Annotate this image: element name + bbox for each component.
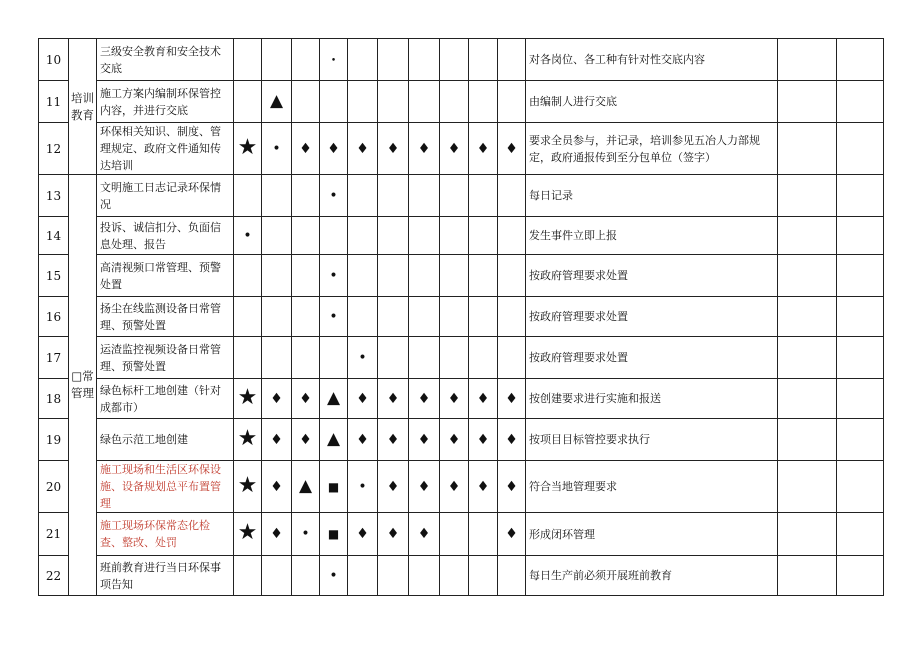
responsibility-cell: [469, 297, 498, 337]
blank-cell: [837, 461, 884, 513]
responsibility-cell: [262, 513, 292, 556]
responsibility-cell: [469, 556, 498, 596]
responsibility-cell: [440, 513, 469, 556]
blank-cell: [778, 379, 837, 419]
task-description: 扬尘在线监测设备日常管理、预警处置: [97, 297, 234, 337]
blank-cell: [837, 255, 884, 297]
responsibility-mark-icon: •: [329, 567, 338, 584]
responsibility-cell: [320, 419, 348, 461]
responsibility-mark-icon: ♦: [270, 478, 283, 495]
requirement-note: 每日记录: [526, 175, 778, 217]
row-number: 11: [39, 81, 69, 123]
blank-cell: [837, 217, 884, 255]
responsibility-mark-icon: ♦: [386, 526, 400, 542]
requirement-note: 由编制人进行交底: [526, 81, 778, 123]
blank-cell: [837, 379, 884, 419]
responsibility-cell: [469, 175, 498, 217]
blank-cell: [837, 337, 884, 379]
responsibility-cell: [409, 419, 440, 461]
responsibility-mark-icon: ♦: [356, 431, 369, 448]
responsibility-cell: [440, 175, 469, 217]
responsibility-mark-icon: ♦: [270, 390, 283, 407]
blank-cell: [778, 81, 837, 123]
responsibility-cell: [320, 255, 348, 297]
responsibility-cell: [409, 297, 440, 337]
task-description: 绿色标杆工地创建（针对成都市）: [97, 379, 234, 419]
responsibility-mark-icon: •: [301, 526, 310, 542]
responsibility-cell: [320, 461, 348, 513]
responsibility-cell: [409, 461, 440, 513]
task-description: 班前教育进行当日环保事项告知: [97, 556, 234, 596]
responsibility-cell: [469, 39, 498, 81]
row-number: 21: [39, 513, 69, 556]
blank-cell: [837, 175, 884, 217]
blank-cell: [837, 297, 884, 337]
table-row: [39, 217, 884, 255]
responsibility-mark-icon: ♦: [386, 390, 400, 407]
responsibility-cell: [292, 419, 320, 461]
responsibility-cell: [234, 513, 262, 556]
responsibility-cell: [498, 81, 526, 123]
task-description: 施工方案内编制环保管控内容，并进行交底: [97, 81, 234, 123]
responsibility-cell: [409, 123, 440, 175]
row-number: 10: [39, 39, 69, 81]
responsibility-cell: [378, 337, 409, 379]
responsibility-mark-icon: ♦: [417, 390, 431, 407]
task-description: 运渣监控视频设备日常管理、预警处置: [97, 337, 234, 379]
responsibility-cell: [498, 123, 526, 175]
responsibility-cell: [348, 255, 378, 297]
responsibility-cell: [469, 419, 498, 461]
row-number: 22: [39, 556, 69, 596]
row-number: 20: [39, 461, 69, 513]
responsibility-cell: [469, 461, 498, 513]
requirement-note: 按政府管理要求处置: [526, 337, 778, 379]
responsibility-cell: [409, 81, 440, 123]
responsibility-mark-icon: ▲: [269, 91, 284, 111]
blank-cell: [778, 297, 837, 337]
responsibility-cell: [409, 337, 440, 379]
responsibility-cell: [348, 379, 378, 419]
table-row: [39, 175, 884, 217]
responsibility-cell: [292, 461, 320, 513]
blank-cell: [837, 81, 884, 123]
blank-cell: [837, 556, 884, 596]
task-description: 文明施工日志记录环保情况: [97, 175, 234, 217]
responsibility-cell: [498, 297, 526, 337]
responsibility-cell: [234, 39, 262, 81]
responsibility-mark-icon: ♦: [417, 478, 431, 495]
responsibility-cell: [234, 461, 262, 513]
row-number: 14: [39, 217, 69, 255]
responsibility-cell: [348, 297, 378, 337]
requirement-note: 符合当地管理要求: [526, 461, 778, 513]
responsibility-cell: [469, 513, 498, 556]
responsibility-cell: [409, 175, 440, 217]
responsibility-cell: [440, 297, 469, 337]
responsibility-cell: [469, 123, 498, 175]
responsibility-cell: [262, 556, 292, 596]
responsibility-cell: [292, 379, 320, 419]
responsibility-cell: [262, 81, 292, 123]
responsibility-cell: [320, 123, 348, 175]
responsibility-cell: [234, 297, 262, 337]
responsibility-cell: [498, 217, 526, 255]
responsibility-cell: [262, 337, 292, 379]
table-row: [39, 379, 884, 419]
responsibility-cell: [378, 217, 409, 255]
responsibility-cell: [440, 379, 469, 419]
responsibility-mark-icon: ♦: [476, 478, 490, 495]
row-number: 12: [39, 123, 69, 175]
responsibility-cell: [292, 337, 320, 379]
responsibility-cell: [378, 513, 409, 556]
responsibility-cell: [320, 81, 348, 123]
responsibility-mark-icon: ▲: [326, 429, 341, 449]
responsibility-mark-icon: ♦: [505, 478, 518, 495]
responsibility-mark-icon: ♦: [386, 478, 400, 495]
responsibility-cell: [320, 217, 348, 255]
responsibility-cell: [320, 39, 348, 81]
responsibility-cell: [292, 255, 320, 297]
task-description: 环保相关知识、制度、管理规定、政府文件通知传达培训: [97, 123, 234, 175]
blank-cell: [778, 217, 837, 255]
responsibility-cell: [469, 255, 498, 297]
responsibility-cell: [262, 379, 292, 419]
table-row: [39, 123, 884, 175]
requirement-note: 按政府管理要求处置: [526, 255, 778, 297]
responsibility-mark-icon: •: [272, 140, 281, 157]
responsibility-cell: [469, 81, 498, 123]
task-description: 三级安全教育和安全技术交底: [97, 39, 234, 81]
responsibility-cell: [469, 217, 498, 255]
requirement-note: 每日生产前必须开展班前教育: [526, 556, 778, 596]
requirement-note: 按项目目标管控要求执行: [526, 419, 778, 461]
responsibility-cell: [234, 419, 262, 461]
responsibility-mark-icon: •: [330, 55, 337, 66]
responsibility-table: [38, 38, 884, 596]
responsibility-cell: [498, 337, 526, 379]
responsibility-cell: [348, 461, 378, 513]
responsibility-mark-icon: ♦: [505, 526, 518, 542]
responsibility-cell: [378, 39, 409, 81]
responsibility-mark-icon: •: [358, 478, 367, 495]
responsibility-cell: [440, 217, 469, 255]
table-body: [39, 39, 884, 596]
blank-cell: [778, 461, 837, 513]
category-cell: 培训教育: [69, 39, 97, 175]
responsibility-cell: [234, 175, 262, 217]
row-number: 16: [39, 297, 69, 337]
table-row: [39, 81, 884, 123]
responsibility-cell: [234, 123, 262, 175]
responsibility-mark-icon: ♦: [356, 526, 369, 542]
responsibility-mark-icon: ▲: [326, 388, 341, 408]
requirement-note: 要求全员参与，并记录，培训参见五冶人力部规定，政府通报传到至分包单位（签字）: [526, 123, 778, 175]
requirement-note: 按政府管理要求处置: [526, 297, 778, 337]
table-row: [39, 297, 884, 337]
responsibility-mark-icon: ♦: [476, 390, 490, 407]
row-number: 17: [39, 337, 69, 379]
responsibility-mark-icon: ♦: [270, 526, 283, 542]
responsibility-mark-icon: ♦: [447, 478, 461, 495]
responsibility-mark-icon: ♦: [476, 140, 490, 157]
responsibility-mark-icon: ♦: [447, 431, 461, 448]
responsibility-cell: [440, 81, 469, 123]
responsibility-mark-icon: •: [358, 349, 367, 366]
responsibility-cell: [292, 297, 320, 337]
responsibility-cell: [378, 419, 409, 461]
responsibility-mark-icon: ★: [237, 134, 258, 160]
responsibility-cell: [409, 39, 440, 81]
responsibility-cell: [292, 217, 320, 255]
table-row: [39, 556, 884, 596]
responsibility-cell: [348, 217, 378, 255]
responsibility-cell: [348, 123, 378, 175]
responsibility-cell: [292, 513, 320, 556]
responsibility-cell: [320, 297, 348, 337]
responsibility-mark-icon: ♦: [447, 140, 461, 157]
responsibility-cell: [440, 556, 469, 596]
table-row: [39, 337, 884, 379]
responsibility-mark-icon: ♦: [356, 140, 369, 157]
responsibility-cell: [440, 419, 469, 461]
responsibility-cell: [440, 123, 469, 175]
responsibility-cell: [469, 379, 498, 419]
responsibility-cell: [498, 513, 526, 556]
responsibility-mark-icon: ♦: [299, 390, 312, 407]
responsibility-cell: [498, 39, 526, 81]
responsibility-mark-icon: ■: [327, 479, 340, 494]
responsibility-cell: [262, 217, 292, 255]
responsibility-cell: [292, 556, 320, 596]
responsibility-cell: [378, 379, 409, 419]
category-cell: □常管理: [69, 175, 97, 596]
responsibility-cell: [440, 255, 469, 297]
responsibility-cell: [262, 255, 292, 297]
responsibility-mark-icon: ★: [237, 520, 258, 545]
blank-cell: [837, 419, 884, 461]
responsibility-mark-icon: ▲: [298, 476, 313, 496]
responsibility-mark-icon: ♦: [327, 140, 340, 157]
responsibility-cell: [348, 39, 378, 81]
responsibility-mark-icon: ♦: [505, 390, 518, 407]
responsibility-cell: [292, 39, 320, 81]
blank-cell: [778, 123, 837, 175]
responsibility-mark-icon: ♦: [505, 140, 518, 157]
task-description: 绿色示范工地创建: [97, 419, 234, 461]
responsibility-cell: [378, 123, 409, 175]
responsibility-cell: [498, 255, 526, 297]
blank-cell: [837, 123, 884, 175]
responsibility-cell: [378, 297, 409, 337]
responsibility-mark-icon: ♦: [476, 431, 490, 448]
responsibility-cell: [292, 123, 320, 175]
responsibility-mark-icon: ♦: [356, 390, 369, 407]
responsibility-cell: [320, 513, 348, 556]
responsibility-cell: [498, 419, 526, 461]
responsibility-mark-icon: ♦: [417, 526, 431, 542]
blank-cell: [778, 337, 837, 379]
responsibility-mark-icon: ♦: [299, 140, 312, 157]
table-row: [39, 513, 884, 556]
responsibility-cell: [469, 337, 498, 379]
responsibility-mark-icon: ♦: [505, 431, 518, 448]
responsibility-cell: [262, 175, 292, 217]
responsibility-cell: [378, 461, 409, 513]
responsibility-cell: [498, 556, 526, 596]
table-row: [39, 39, 884, 81]
responsibility-cell: [378, 81, 409, 123]
blank-cell: [837, 513, 884, 556]
responsibility-cell: [378, 175, 409, 217]
row-number: 18: [39, 379, 69, 419]
responsibility-mark-icon: ★: [237, 384, 258, 410]
responsibility-cell: [378, 255, 409, 297]
responsibility-mark-icon: ■: [327, 527, 340, 541]
blank-cell: [778, 175, 837, 217]
responsibility-cell: [409, 556, 440, 596]
responsibility-cell: [348, 419, 378, 461]
responsibility-cell: [234, 81, 262, 123]
responsibility-mark-icon: ♦: [270, 431, 283, 448]
responsibility-cell: [262, 461, 292, 513]
responsibility-cell: [348, 81, 378, 123]
task-description: 投诉、诚信扣分、负面信息处理、报告: [97, 217, 234, 255]
responsibility-mark-icon: ♦: [417, 140, 431, 157]
responsibility-cell: [409, 513, 440, 556]
responsibility-cell: [498, 461, 526, 513]
responsibility-cell: [348, 513, 378, 556]
requirement-note: 按创建要求进行实施和报送: [526, 379, 778, 419]
responsibility-cell: [320, 556, 348, 596]
responsibility-cell: [348, 556, 378, 596]
responsibility-cell: [348, 175, 378, 217]
responsibility-mark-icon: ♦: [386, 140, 400, 157]
responsibility-cell: [262, 297, 292, 337]
blank-cell: [778, 255, 837, 297]
blank-cell: [778, 419, 837, 461]
row-number: 13: [39, 175, 69, 217]
responsibility-cell: [262, 123, 292, 175]
responsibility-cell: [378, 556, 409, 596]
requirement-note: 对各岗位、各工种有针对性交底内容: [526, 39, 778, 81]
responsibility-cell: [234, 337, 262, 379]
responsibility-cell: [409, 217, 440, 255]
responsibility-cell: [262, 39, 292, 81]
responsibility-cell: [440, 39, 469, 81]
blank-cell: [778, 513, 837, 556]
responsibility-mark-icon: ♦: [386, 431, 400, 448]
row-number: 15: [39, 255, 69, 297]
responsibility-cell: [498, 175, 526, 217]
task-description: 施工现场和生活区环保设施、设备规划总平布置管理: [97, 461, 234, 513]
task-description: 高清视频口常管理、预警处置: [97, 255, 234, 297]
blank-cell: [778, 556, 837, 596]
responsibility-cell: [409, 255, 440, 297]
responsibility-cell: [320, 175, 348, 217]
responsibility-cell: [234, 217, 262, 255]
responsibility-mark-icon: •: [329, 187, 338, 204]
table-row: [39, 255, 884, 297]
responsibility-cell: [498, 379, 526, 419]
responsibility-cell: [292, 81, 320, 123]
responsibility-mark-icon: •: [329, 267, 338, 284]
responsibility-mark-icon: ♦: [299, 431, 312, 448]
responsibility-cell: [440, 461, 469, 513]
task-description: 施工现场环保常态化检查、整改、处罚: [97, 513, 234, 556]
responsibility-mark-icon: •: [243, 227, 252, 244]
responsibility-cell: [234, 379, 262, 419]
responsibility-cell: [262, 419, 292, 461]
responsibility-mark-icon: ★: [237, 472, 258, 498]
table-row: [39, 461, 884, 513]
responsibility-mark-icon: ★: [237, 425, 258, 451]
responsibility-cell: [234, 255, 262, 297]
responsibility-cell: [292, 175, 320, 217]
responsibility-cell: [348, 337, 378, 379]
responsibility-mark-icon: ♦: [417, 431, 431, 448]
requirement-note: 发生事件立即上报: [526, 217, 778, 255]
blank-cell: [778, 39, 837, 81]
responsibility-mark-icon: ♦: [447, 390, 461, 407]
blank-cell: [837, 39, 884, 81]
responsibility-cell: [234, 556, 262, 596]
table-row: [39, 419, 884, 461]
responsibility-cell: [320, 337, 348, 379]
responsibility-cell: [320, 379, 348, 419]
row-number: 19: [39, 419, 69, 461]
responsibility-mark-icon: •: [329, 308, 338, 325]
responsibility-cell: [440, 337, 469, 379]
requirement-note: 形成闭环管理: [526, 513, 778, 556]
responsibility-cell: [409, 379, 440, 419]
